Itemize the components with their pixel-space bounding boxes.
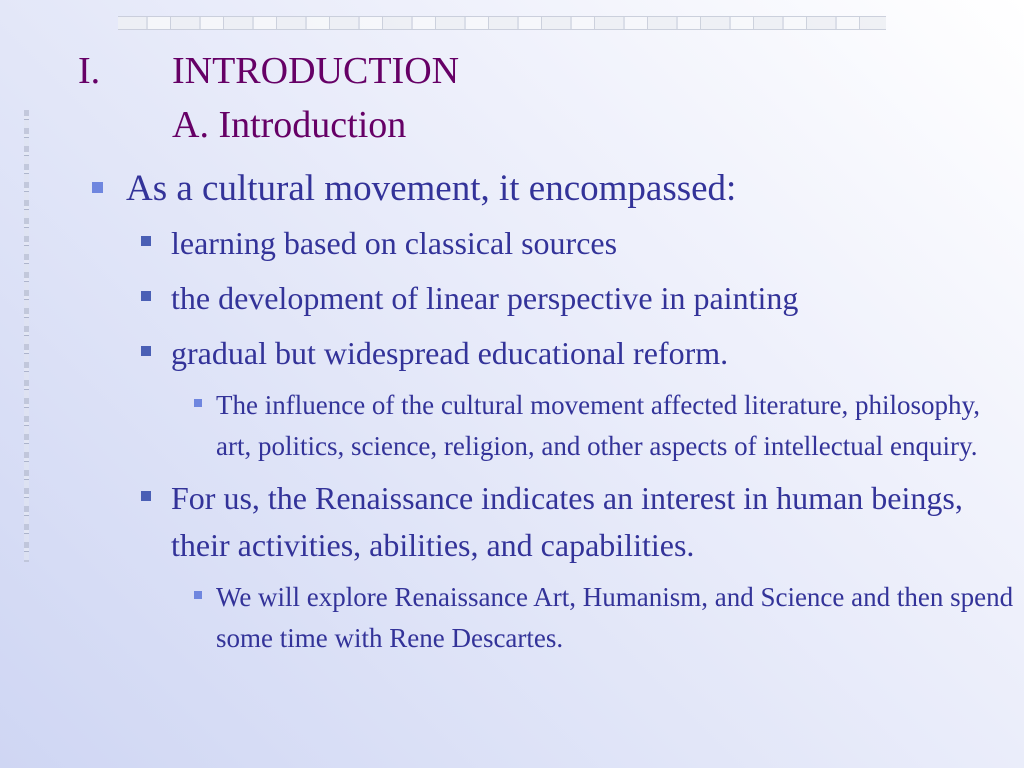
bullet-text: For us, the Renaissance indicates an interest in human beings, their activities, abilities, and capabilities. bbox=[171, 480, 963, 563]
title-line bbox=[78, 44, 459, 98]
bullet-text: the development of linear perspective in painting bbox=[171, 280, 799, 316]
bullet-text: learning based on classical sources bbox=[171, 225, 618, 261]
square-bullet-icon bbox=[141, 236, 151, 246]
square-bullet-icon bbox=[141, 291, 151, 301]
square-bullet-icon bbox=[92, 182, 103, 193]
bullet-item bbox=[88, 330, 1018, 377]
bullet-item bbox=[88, 475, 1018, 569]
slide-title bbox=[78, 44, 459, 152]
section-heading: INTRODUCTION bbox=[172, 50, 460, 92]
section-numeral: I. bbox=[78, 50, 101, 92]
decorative-side-rule bbox=[24, 110, 29, 562]
bullet-text: We will explore Renaissance Art, Humanism, and Science and then spend some time with Rene Descartes. bbox=[216, 582, 1014, 653]
bullet-item bbox=[88, 577, 1018, 659]
decorative-top-rule bbox=[118, 16, 886, 30]
bullet-text: As a cultural movement, it encompassed: bbox=[126, 168, 737, 209]
bullet-item bbox=[88, 275, 1018, 322]
square-bullet-icon bbox=[194, 399, 202, 407]
bullet-item bbox=[88, 166, 1018, 212]
square-bullet-icon bbox=[141, 491, 151, 501]
square-bullet-icon bbox=[141, 346, 151, 356]
bullet-text: The influence of the cultural movement affected literature, philosophy, art, politics, science, religion, and other aspects of intellectual enquiry. bbox=[216, 390, 980, 461]
section-subheading: A. Introduction bbox=[172, 104, 407, 146]
square-bullet-icon bbox=[194, 591, 202, 599]
slide-content bbox=[88, 166, 1018, 659]
bullet-text: gradual but widespread educational reform. bbox=[171, 335, 729, 371]
bullet-item bbox=[88, 385, 1018, 467]
bullet-item bbox=[88, 220, 1018, 267]
